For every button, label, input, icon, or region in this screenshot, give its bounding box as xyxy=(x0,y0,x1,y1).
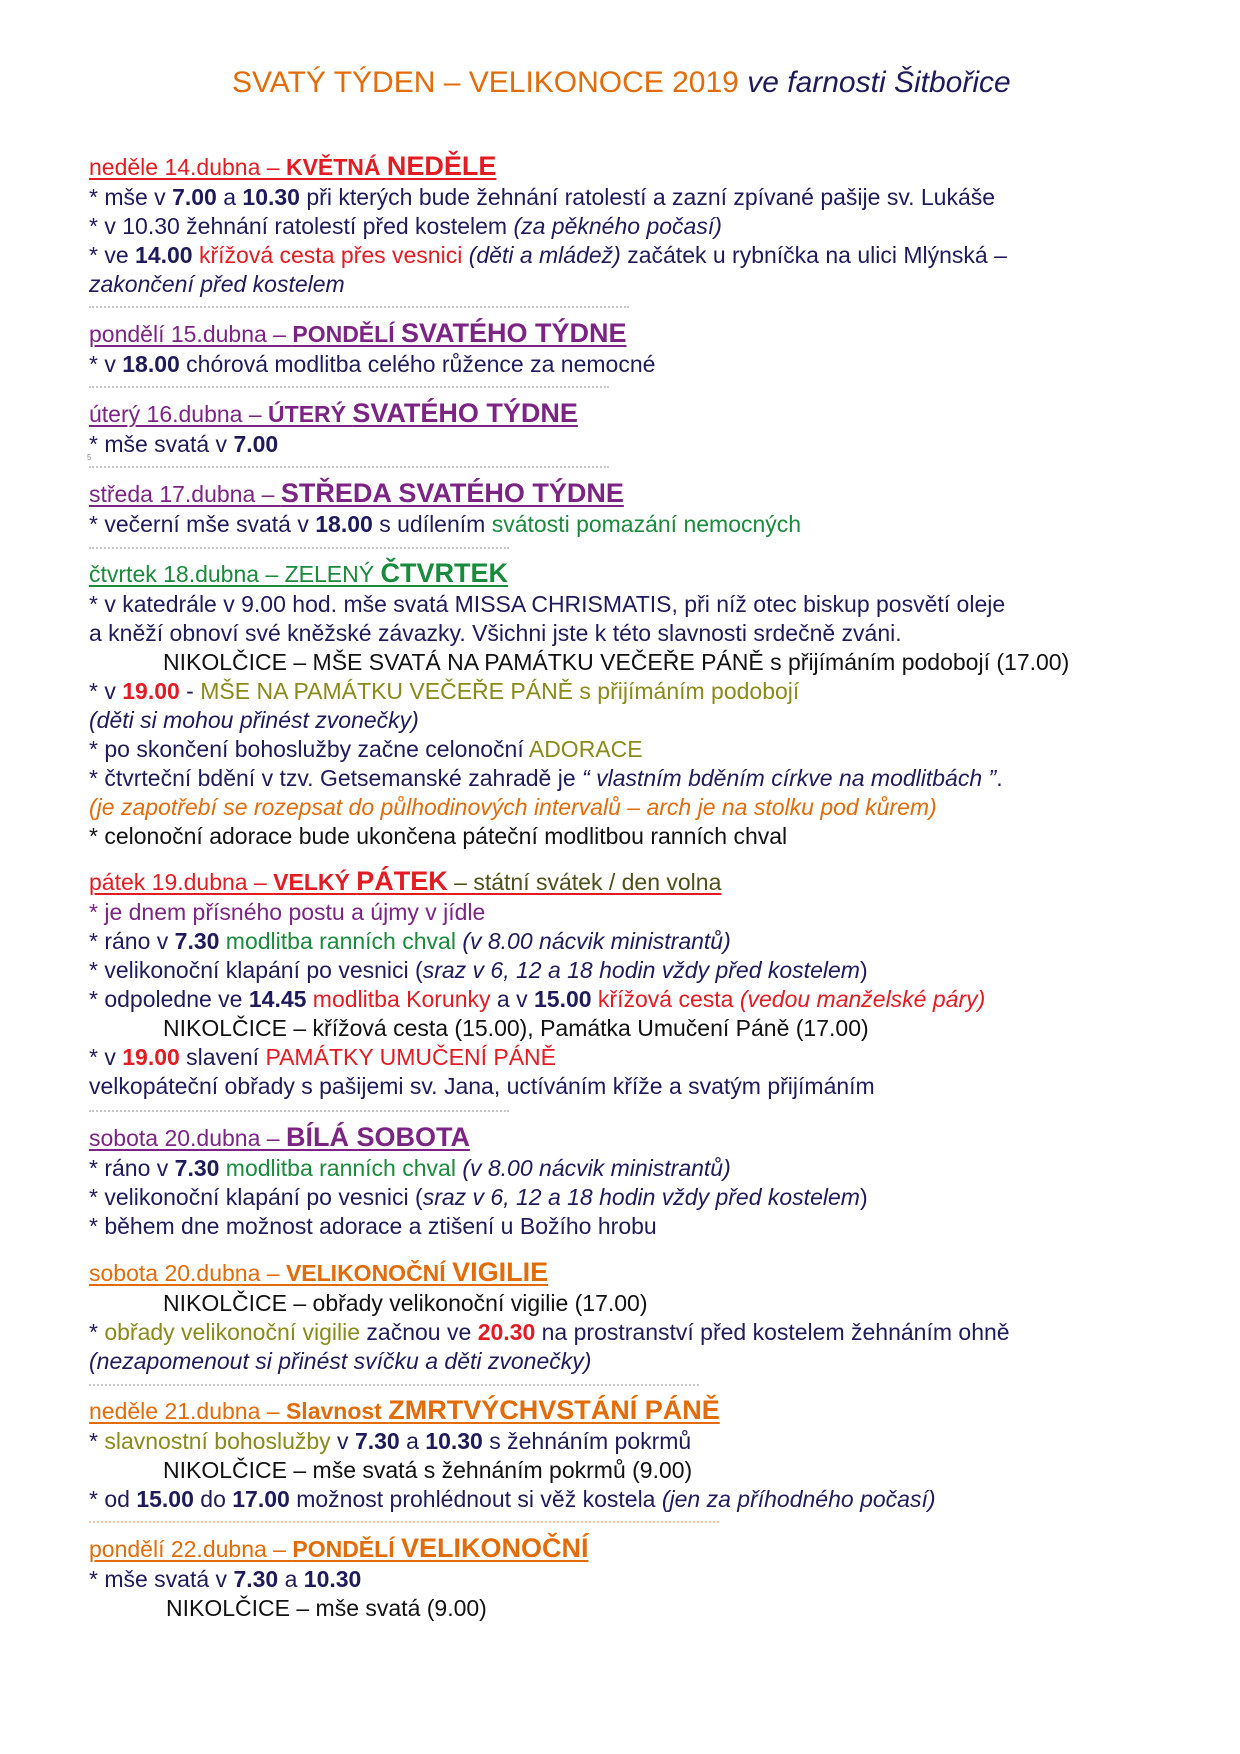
palm-sunday-line-2: * v 10.30 žehnání ratolestí před kostelem (za pěkného počasí) xyxy=(89,213,722,239)
easter-monday-line-1: * mše svatá v 7.30 a 10.30 xyxy=(89,1566,362,1592)
good-friday-line-3: * velikonoční klapání po vesnici (sraz v 6, 12 a 18 hodin vždy před kostelem) xyxy=(89,957,868,983)
holy-thursday-line-9: * celonoční adorace bude ukončena páteční modlitbou ranních chval xyxy=(89,823,788,849)
easter-sunday-line-2: NIKOLČICE – mše svatá s žehnáním pokrmů (9.00) xyxy=(163,1457,693,1483)
holy-thursday-line-2: a kněží obnoví své kněžské závazky. Všichni jste k této slavnosti srdečně zváni. xyxy=(89,620,902,646)
title-main: SVATÝ TÝDEN – VELIKONOCE 2019 xyxy=(232,66,739,99)
easter-sunday-line-1: * slavnostní bohoslužby v 7.30 a 10.30 s žehnáním pokrmů xyxy=(89,1428,692,1454)
good-friday-line-6: * v 19.00 slavení PAMÁTKY UMUČENÍ PÁNĚ xyxy=(89,1044,556,1070)
vigil-heading: sobota 20.dubna – VELIKONOČNÍ VIGILIE xyxy=(89,1257,549,1287)
vigil-line-3: (nezapomenout si přinést svíčku a děti zvonečky) xyxy=(89,1348,592,1374)
palm-sunday-line-4: zakončení před kostelem xyxy=(89,271,345,297)
title-sub: ve farnosti Šitbořice xyxy=(738,66,1011,99)
easter-sunday-heading: neděle 21.dubna – Slavnost ZMRTVÝCHVSTÁNÍ PÁNĚ xyxy=(89,1395,720,1425)
holy-thursday-line-1: * v katedrále v 9.00 hod. mše svatá MISSA CHRISMATIS, při níž otec biskup posvětí oleje xyxy=(89,591,1006,617)
palm-sunday-line-1: * mše v 7.00 a 10.30 při kterých bude žehnání ratolestí a zazní zpívané pašije sv. Lukáše xyxy=(89,184,996,210)
separator xyxy=(89,306,629,308)
vigil-line-1: NIKOLČICE – obřady velikonoční vigilie (17.00) xyxy=(163,1290,648,1316)
easter-sunday-line-3: * od 15.00 do 17.00 možnost prohlédnout si věž kostela (jen za příhodného počasí) xyxy=(89,1486,936,1512)
holy-wednesday-heading: středa 17.dubna – STŘEDA SVATÉHO TÝDNE xyxy=(89,478,624,508)
easter-monday-line-2: NIKOLČICE – mše svatá (9.00) xyxy=(166,1595,487,1621)
separator xyxy=(89,1384,699,1386)
holy-thursday-line-7: * čtvrteční bdění v tzv. Getsemanské zahradě je “ vlastním bděním církve na modlitbách ”. xyxy=(89,765,1003,791)
separator xyxy=(89,386,609,388)
holy-saturday-line-2: * velikonoční klapání po vesnici (sraz v 6, 12 a 18 hodin vždy před kostelem) xyxy=(89,1184,868,1210)
separator xyxy=(89,1521,719,1523)
good-friday-line-5: NIKOLČICE – křížová cesta (15.00), Památka Umučení Páně (17.00) xyxy=(163,1015,869,1041)
palm-sunday-line-3: * ve 14.00 křížová cesta přes vesnici (děti a mládež) začátek u rybníčka na ulici Mlýnská – xyxy=(89,242,1007,268)
holy-wednesday-line-1: * večerní mše svatá v 18.00 s udílením svátosti pomazání nemocných xyxy=(89,511,802,537)
holy-saturday-line-3: * během dne možnost adorace a ztišení u Božího hrobu xyxy=(89,1213,657,1239)
good-friday-line-2: * ráno v 7.30 modlitba ranních chval (v 8.00 nácvik ministrantů) xyxy=(89,928,731,954)
page-mark: 5 xyxy=(87,453,92,462)
separator xyxy=(89,1110,509,1112)
good-friday-line-7: velkopáteční obřady s pašijemi sv. Jana, uctíváním kříže a svatým přijímáním xyxy=(89,1073,875,1099)
holy-monday-heading: pondělí 15.dubna – PONDĚLÍ SVATÉHO TÝDNE xyxy=(89,318,627,348)
holy-thursday-line-8: (je zapotřebí se rozepsat do půlhodinových intervalů – arch je na stolku pod kůrem) xyxy=(89,794,937,820)
vigil-line-2: * obřady velikonoční vigilie začnou ve 20.30 na prostranství před kostelem žehnáním ohně xyxy=(89,1319,1010,1345)
holy-tuesday-line-1: * mše svatá v 7.00 xyxy=(89,431,279,457)
holy-saturday-heading: sobota 20.dubna – BÍLÁ SOBOTA xyxy=(89,1122,470,1152)
good-friday-line-1: * je dnem přísného postu a újmy v jídle xyxy=(89,899,486,925)
holy-monday-line-1: * v 18.00 chórová modlitba celého růžence za nemocné xyxy=(89,351,656,377)
holy-tuesday-heading: úterý 16.dubna – ÚTERÝ SVATÉHO TÝDNE xyxy=(89,398,578,428)
good-friday-heading: pátek 19.dubna – VELKÝ PÁTEK – státní svátek / den volna xyxy=(89,866,722,896)
holy-thursday-line-4: * v 19.00 - MŠE NA PAMÁTKU VEČEŘE PÁNĚ s přijímáním podobojí xyxy=(89,678,800,704)
document-title xyxy=(232,66,1011,100)
palm-sunday-heading: neděle 14.dubna – KVĚTNÁ NEDĚLE xyxy=(89,151,497,181)
holy-thursday-line-5: (děti si mohou přinést zvonečky) xyxy=(89,707,419,733)
good-friday-line-4: * odpoledne ve 14.45 modlitba Korunky a v 15.00 křížová cesta (vedou manželské páry) xyxy=(89,986,986,1012)
holy-thursday-line-6: * po skončení bohoslužby začne celonoční ADORACE xyxy=(89,736,643,762)
holy-saturday-line-1: * ráno v 7.30 modlitba ranních chval (v 8.00 nácvik ministrantů) xyxy=(89,1155,731,1181)
holy-thursday-heading: čtvrtek 18.dubna – ZELENÝ ČTVRTEK xyxy=(89,558,508,588)
holy-thursday-line-3: NIKOLČICE – MŠE SVATÁ NA PAMÁTKU VEČEŘE PÁNĚ s přijímáním podobojí (17.00) xyxy=(163,649,1070,675)
easter-monday-heading: pondělí 22.dubna – PONDĚLÍ VELIKONOČNÍ xyxy=(89,1533,589,1563)
separator xyxy=(89,466,609,468)
separator xyxy=(89,547,509,549)
